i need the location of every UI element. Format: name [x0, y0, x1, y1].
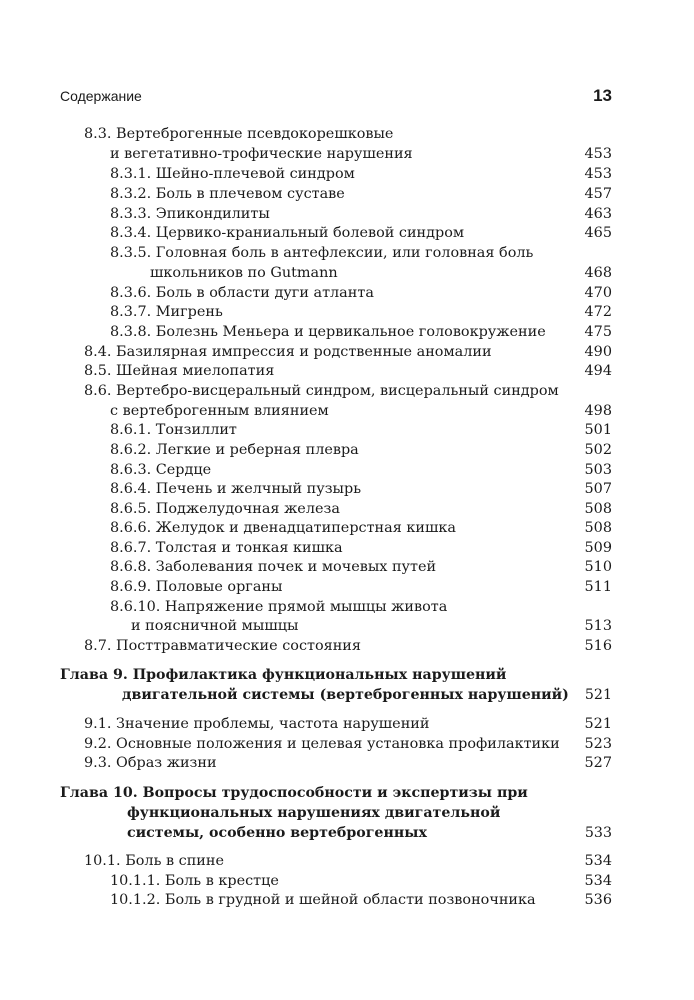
toc-entry-title: 8.3.2. Боль в плечевом суставе: [110, 186, 345, 202]
toc-entry-title: 8.3.3. Эпикондилиты: [110, 206, 270, 222]
toc-entry: [84, 734, 612, 754]
toc-entry-title: 8.6.5. Поджелудочная железа: [110, 501, 340, 517]
toc-entry: [84, 342, 612, 362]
toc-entry: [110, 577, 612, 597]
toc-entry-page: 498: [584, 403, 612, 419]
toc-entry-page: 527: [584, 755, 612, 771]
toc-entry-page: 494: [584, 363, 612, 379]
toc-entry-title: 8.3.1. Шейно-плечевой синдром: [110, 166, 355, 182]
toc-entry-page: 475: [584, 324, 612, 340]
toc-entry-page: 534: [584, 853, 612, 869]
toc-chapter-heading: [60, 783, 612, 803]
toc-entry: [84, 361, 612, 381]
toc-entry: [110, 499, 612, 519]
toc-entry-page: 534: [584, 873, 612, 889]
page-number: 13: [593, 86, 612, 105]
toc-entry-title: с вертеброгенным влиянием: [110, 403, 329, 419]
toc-entry-title: 8.7. Посттравматические состояния: [84, 638, 361, 654]
toc-entry-page: 472: [584, 304, 612, 320]
toc-entry-page: 502: [584, 442, 612, 458]
toc-entry-title: 8.3.8. Болезнь Меньера и цервикальное головокружение: [110, 324, 546, 340]
toc-entry: [110, 302, 612, 322]
toc-entry-title: и поясничной мышцы: [131, 618, 299, 634]
toc-entry-title: 8.6.10. Напряжение прямой мышцы живота: [110, 599, 448, 615]
toc-entry-page: 470: [584, 285, 612, 301]
toc-entry-page: 510: [584, 559, 612, 575]
toc-entry-page: 536: [584, 892, 612, 908]
toc-entry-page: 516: [584, 638, 612, 654]
toc-entry-title: 8.6.8. Заболевания почек и мочевых путей: [110, 559, 437, 575]
toc-entry-page: 465: [584, 225, 612, 241]
toc-entry-title: 9.2. Основные положения и целевая установка профилактики: [84, 736, 560, 752]
toc-entry-page: 509: [584, 540, 612, 556]
toc-entry-page: 513: [584, 618, 612, 634]
toc-entry-title: 8.6. Вертебро-висцеральный синдром, висцеральный синдром: [84, 383, 559, 399]
toc-entry: [84, 636, 612, 656]
toc-chapter-heading: [127, 803, 612, 823]
toc-entry-page: 521: [584, 716, 612, 732]
toc-entry: [110, 518, 612, 538]
toc-entry-page: 508: [584, 501, 612, 517]
toc-entry: [84, 381, 612, 401]
toc-entry-page: 457: [584, 186, 612, 202]
toc-entry-title: двигательной системы (вертеброгенных нарушений): [122, 687, 569, 703]
toc-entry: [110, 538, 612, 558]
toc-entry-title: 10.1.1. Боль в крестце: [110, 873, 279, 889]
toc-entry-title: Глава 10. Вопросы трудоспособности и экспертизы при: [60, 785, 528, 801]
toc-entry: [110, 420, 612, 440]
toc-entry-page: 523: [584, 736, 612, 752]
toc-entry: [110, 322, 612, 342]
toc-entry: [110, 460, 612, 480]
toc-chapter-heading: [127, 823, 612, 843]
toc-entry: [110, 204, 612, 224]
toc-entry-title: 8.6.2. Легкие и реберная плевра: [110, 442, 359, 458]
toc-entry-title: 8.6.3. Сердце: [110, 462, 212, 478]
toc-entry: [84, 124, 612, 144]
toc-entry: [110, 871, 612, 891]
toc-entry-page: 501: [584, 422, 612, 438]
toc-entry-title: 8.6.6. Желудок и двенадцатиперстная кишка: [110, 520, 456, 536]
toc-entry-page: 508: [584, 520, 612, 536]
toc-entry-title: 9.3. Образ жизни: [84, 755, 217, 771]
toc-entry-title: школьников по Gutmann: [150, 265, 338, 281]
toc-entry: [84, 851, 612, 871]
toc-entry-title: 8.5. Шейная миелопатия: [84, 363, 275, 379]
toc-entry: [110, 557, 612, 577]
toc-entry: [110, 184, 612, 204]
toc-entry: [110, 401, 612, 421]
toc-entry: [110, 890, 612, 910]
toc-entry-title: Глава 9. Профилактика функциональных нарушений: [60, 667, 507, 683]
toc-entry: [150, 263, 612, 283]
toc-entry-title: 10.1. Боль в спине: [84, 853, 225, 869]
toc-entry-page: 533: [584, 825, 612, 841]
toc-entry-title: 8.6.9. Половые органы: [110, 579, 283, 595]
toc-entry-title: 8.6.7. Толстая и тонкая кишка: [110, 540, 343, 556]
toc-chapter-heading: [122, 685, 612, 705]
toc-entry-title: 9.1. Значение проблемы, частота нарушений: [84, 716, 430, 732]
toc-entry-title: 8.3.7. Мигрень: [110, 304, 223, 320]
toc-entry: [110, 223, 612, 243]
toc-entry: [84, 714, 612, 734]
toc-entry-title: функциональных нарушениях двигательной: [127, 805, 501, 821]
toc-entry-title: системы, особенно вертеброгенных: [127, 825, 427, 841]
toc-entry-page: 453: [584, 146, 612, 162]
toc-chapter-heading: [60, 665, 612, 685]
toc-entry-title: 10.1.2. Боль в грудной и шейной области позвоночника: [110, 892, 536, 908]
toc-entry: [110, 164, 612, 184]
toc-entry: [84, 753, 612, 773]
toc-entry-page: 521: [584, 687, 612, 703]
toc-entry-page: 490: [584, 344, 612, 360]
toc-entry-page: 507: [584, 481, 612, 497]
toc-entry-title: 8.3.4. Цервико-краниальный болевой синдром: [110, 225, 465, 241]
toc-entry-page: 468: [584, 265, 612, 281]
toc-entry-title: и вегетативно-трофические нарушения: [110, 146, 413, 162]
toc-entry-title: 8.3.5. Головная боль в антефлексии, или головная боль: [110, 245, 534, 261]
toc-entry: [110, 479, 612, 499]
toc-entry-page: 511: [584, 579, 612, 595]
toc-entry: [110, 283, 612, 303]
toc-entry: [110, 243, 612, 263]
toc-entry: [131, 616, 612, 636]
toc-entry-page: 503: [584, 462, 612, 478]
toc-entry: [110, 440, 612, 460]
toc-entry-page: 453: [584, 166, 612, 182]
toc-entry-title: 8.4. Базилярная импрессия и родственные аномалии: [84, 344, 492, 360]
toc-entry-page: 463: [584, 206, 612, 222]
toc-entry-title: 8.6.4. Печень и желчный пузырь: [110, 481, 362, 497]
toc-entry: [110, 144, 612, 164]
toc-entry: [110, 597, 612, 617]
toc-entry-title: 8.6.1. Тонзиллит: [110, 422, 237, 438]
toc-entry-title: 8.3. Вертеброгенные псевдокорешковые: [84, 126, 394, 142]
running-title: Содержание: [60, 88, 142, 104]
toc-entry-title: 8.3.6. Боль в области дуги атланта: [110, 285, 374, 301]
